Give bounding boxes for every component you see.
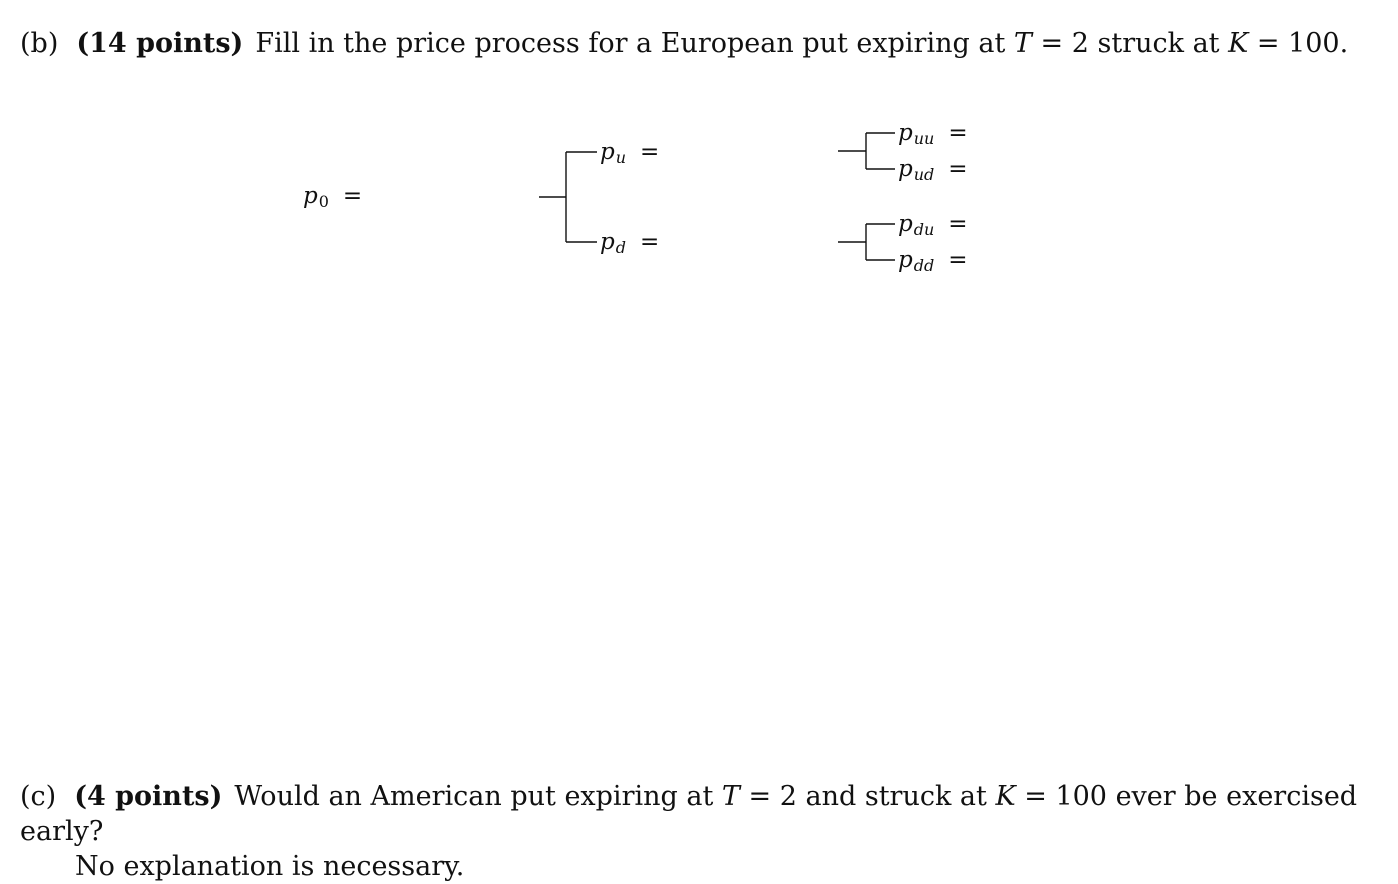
- problem-c-text-mid: and struck at: [805, 781, 987, 812]
- problem-b-K-variable: K: [1228, 28, 1249, 59]
- node-pud-equals: =: [948, 156, 968, 182]
- node-puu-equals: =: [948, 120, 968, 146]
- problem-b-K-value: = 100.: [1256, 28, 1349, 59]
- node-pu-symbol: p: [600, 139, 615, 165]
- node-pd-symbol: p: [600, 229, 615, 255]
- node-pdd-symbol: p: [898, 247, 913, 273]
- node-pu: [600, 139, 659, 171]
- node-pd-equals: =: [639, 229, 660, 255]
- problem-c-K-variable: K: [995, 781, 1016, 812]
- problem-c-K-value: = 100: [1024, 781, 1107, 812]
- node-pud-symbol: p: [898, 156, 913, 182]
- node-pdu: [898, 211, 968, 243]
- problem-b-T-variable: T: [1013, 28, 1032, 59]
- problem-c-T-value: = 2: [748, 781, 797, 812]
- problem-c-T-variable: T: [721, 781, 740, 812]
- problem-c-line2: No explanation is necessary.: [75, 851, 465, 882]
- problem-b-label: (b): [20, 28, 59, 59]
- problem-b-text-before: Fill in the price process for a European put expiring at: [255, 28, 1006, 59]
- node-pd: [600, 229, 659, 261]
- node-pdu-subscript: du: [913, 220, 935, 239]
- problem-c-text-before: Would an American put expiring at: [234, 781, 714, 812]
- problem-b-T-value: = 2: [1040, 28, 1089, 59]
- node-pud: [898, 156, 968, 188]
- node-p0-equals: =: [342, 183, 363, 209]
- node-pdu-equals: =: [948, 211, 968, 237]
- node-puu-symbol: p: [898, 120, 913, 146]
- node-pu-subscript: u: [615, 148, 627, 167]
- problem-c-statement: [20, 779, 1380, 884]
- node-puu-subscript: uu: [913, 129, 935, 148]
- node-p0-symbol: p: [303, 183, 318, 209]
- node-p0: [303, 183, 362, 215]
- node-pud-subscript: ud: [913, 165, 935, 184]
- node-pdd-subscript: dd: [913, 256, 935, 275]
- node-pu-equals: =: [640, 139, 660, 165]
- problem-b-text-mid: struck at: [1097, 28, 1220, 59]
- node-pdd: [898, 247, 968, 279]
- problem-b-points: (14 points): [76, 28, 244, 59]
- node-p0-subscript: 0: [318, 192, 329, 211]
- problem-c-text-after: ever be exercised early?: [20, 781, 1358, 847]
- node-pdu-symbol: p: [898, 211, 913, 237]
- problem-c-label: (c): [20, 781, 57, 812]
- node-puu: [898, 120, 968, 152]
- node-pdd-equals: =: [948, 247, 968, 273]
- node-pd-subscript: d: [615, 238, 626, 257]
- problem-c-points: (4 points): [74, 781, 223, 812]
